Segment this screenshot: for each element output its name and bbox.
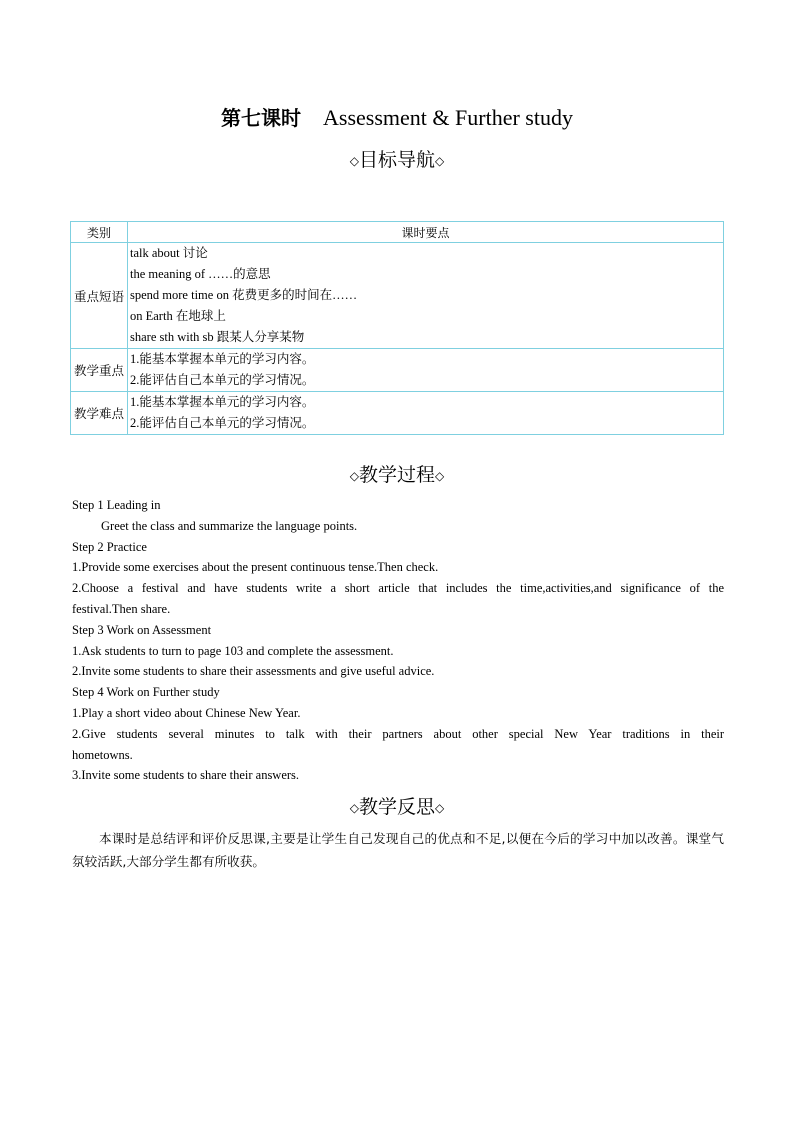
point-line: 1.能基本掌握本单元的学习内容。 — [130, 395, 315, 409]
diamond-icon: ◇ — [435, 469, 445, 483]
diamond-icon: ◇ — [435, 154, 445, 168]
section-title-reflection: 教学反思 — [358, 796, 435, 818]
step-text: Greet the class and summarize the language points. — [101, 518, 358, 533]
row-category: 教学难点 — [71, 392, 128, 435]
lesson-key-points-table — [70, 221, 724, 435]
phrase-line: share sth with sb 跟某人分享某物 — [130, 330, 305, 344]
step-text: 2.Give students several minutes to talk with their partners about other special New Year traditions in their — [72, 726, 724, 741]
section-title-process: 教学过程 — [358, 464, 435, 486]
page-title — [0, 102, 794, 134]
table-row — [71, 392, 724, 435]
reflection-paragraph: 本课时是总结评和评价反思课,主要是让学生自己发现自己的优点和不足,以便在今后的学习中加以改善。课堂气氛较活跃,大部分学生都有所收获。 — [72, 831, 724, 869]
step-text: festival.Then share. — [72, 601, 171, 616]
step-heading: Step 2 Practice — [72, 539, 147, 554]
row-content — [128, 243, 724, 349]
step-text: 2.Choose a festival and have students write a short article that includes the time,activities,and significance of the — [72, 581, 724, 596]
section-heading-reflection — [0, 793, 794, 822]
step-text: 1.Play a short video about Chinese New Year. — [72, 705, 301, 720]
row-category: 重点短语 — [71, 243, 128, 349]
section-heading-process — [0, 461, 794, 490]
point-line: 2.能评估自己本单元的学习情况。 — [130, 373, 315, 387]
step-text: 1.Ask students to turn to page 103 and complete the assessment. — [72, 643, 394, 658]
diamond-icon: ◇ — [349, 469, 359, 483]
section-title-goals: 目标导航 — [358, 149, 435, 171]
phrase-line: spend more time on 花费更多的时间在…… — [130, 288, 358, 302]
diamond-icon: ◇ — [349, 154, 359, 168]
table-header-category: 类别 — [71, 222, 128, 243]
row-content — [128, 349, 724, 392]
row-content — [128, 392, 724, 435]
step-text: 1.Provide some exercises about the present continuous tense.Then check. — [72, 560, 439, 575]
step-heading: Step 1 Leading in — [72, 498, 161, 512]
phrase-line: the meaning of ……的意思 — [130, 267, 271, 281]
point-line: 1.能基本掌握本单元的学习内容。 — [130, 352, 315, 366]
step-text: 3.Invite some students to share their answers. — [72, 768, 300, 783]
diamond-icon: ◇ — [349, 801, 359, 815]
phrase-line: on Earth 在地球上 — [130, 309, 226, 323]
table-header-points: 课时要点 — [128, 222, 724, 243]
point-line: 2.能评估自己本单元的学习情况。 — [130, 416, 315, 430]
teaching-process — [72, 495, 724, 786]
diamond-icon: ◇ — [435, 801, 445, 815]
phrase-line: talk about 讨论 — [130, 246, 208, 260]
table-header-row — [71, 222, 724, 243]
step-text: 2.Invite some students to share their assessments and give useful advice. — [72, 664, 435, 679]
row-category: 教学重点 — [71, 349, 128, 392]
title-english: Assessment & Further study — [323, 105, 573, 130]
table-row — [71, 243, 724, 349]
section-heading-goals — [0, 146, 794, 175]
step-heading: Step 4 Work on Further study — [72, 685, 220, 700]
title-chinese: 第七课时 — [221, 106, 302, 130]
step-text: hometowns. — [72, 747, 133, 762]
table-row — [71, 349, 724, 392]
step-heading: Step 3 Work on Assessment — [72, 622, 212, 637]
